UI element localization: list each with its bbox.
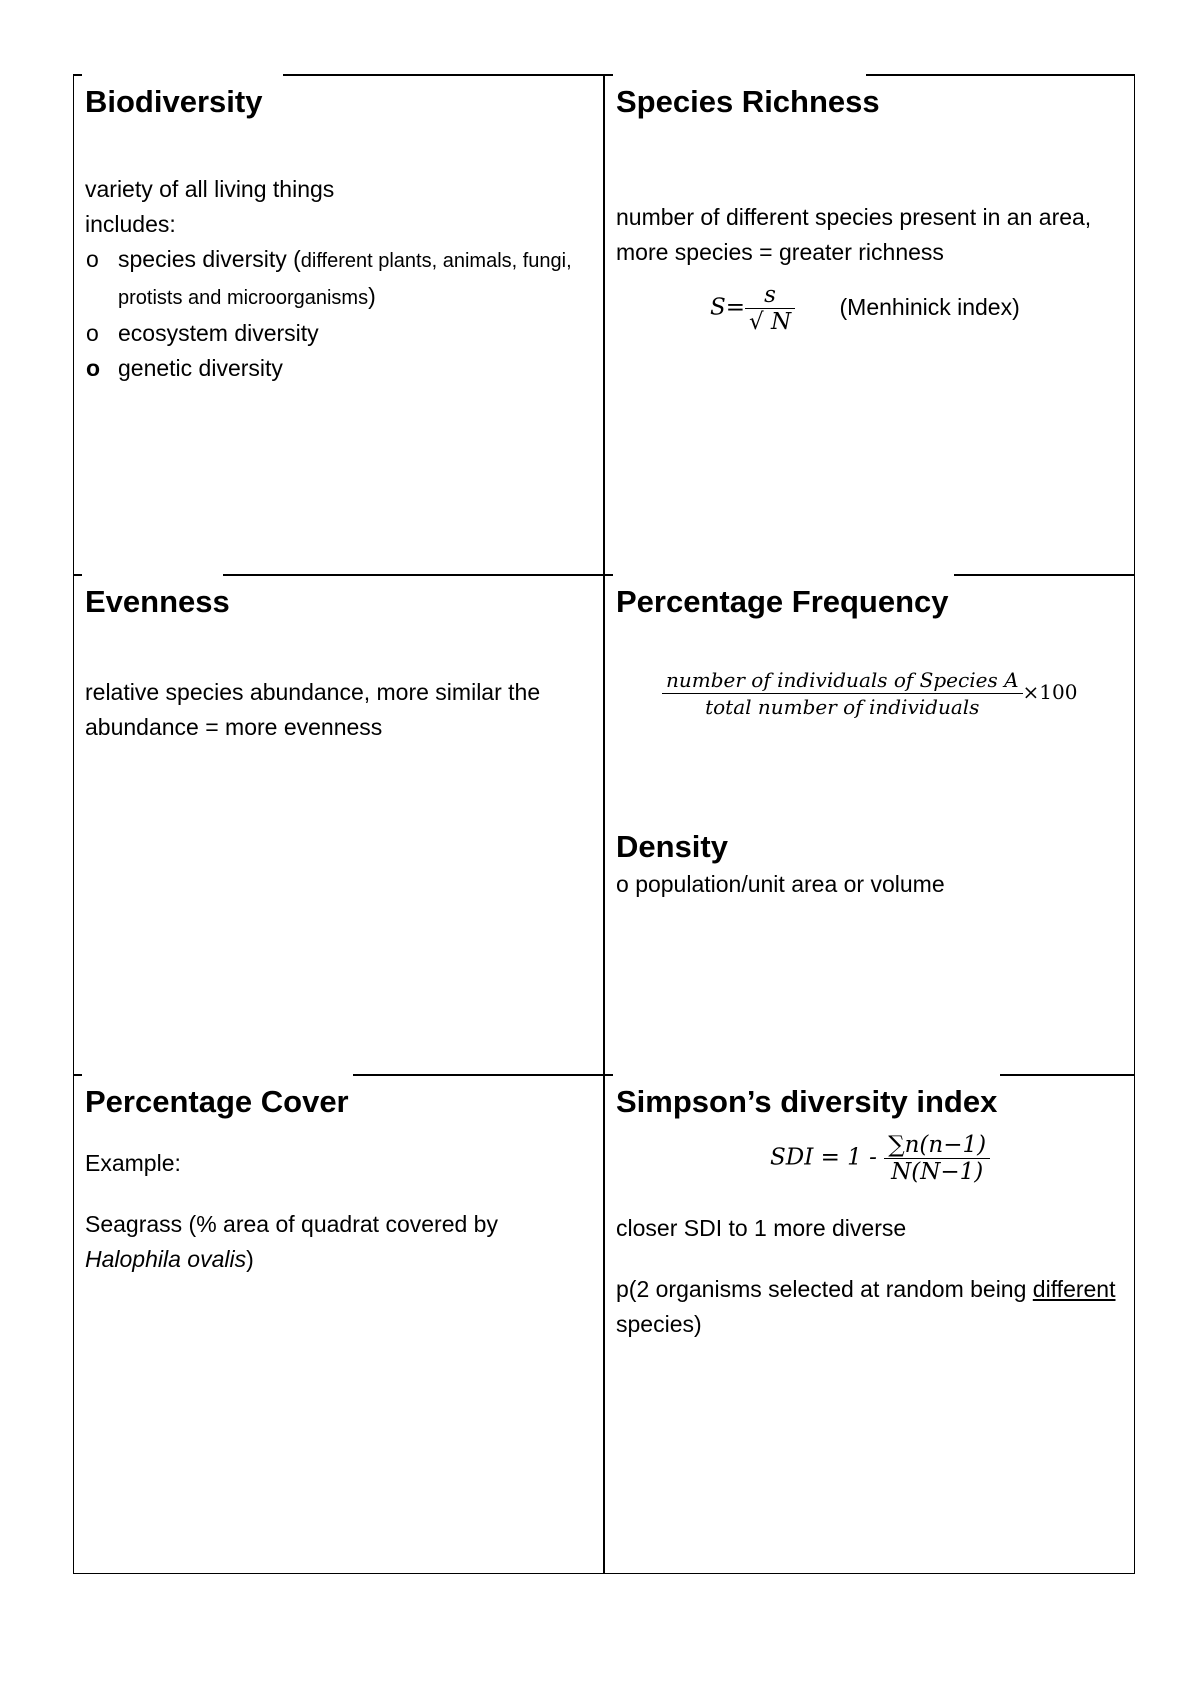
card-top-border	[954, 574, 1134, 576]
list-item: o species diversity (different plants, animals, fungi, protists and microorganisms)	[85, 242, 591, 316]
card-species-richness	[604, 74, 1135, 574]
card-percentage-cover	[73, 1074, 604, 1574]
list-item: o genetic diversity	[85, 351, 591, 386]
card-top-border	[353, 1074, 603, 1076]
card-title: Species Richness	[616, 84, 880, 119]
sdi-note: closer SDI to 1 more diverse	[616, 1215, 907, 1241]
card-evenness	[73, 574, 604, 1074]
card-title: Simpson’s diversity index	[616, 1084, 998, 1119]
card-top-border	[283, 74, 603, 76]
definition-text: number of different species present in an area, more species = greater richness	[616, 204, 1092, 265]
card-top-border	[223, 574, 603, 576]
density-item: o population/unit area or volume	[616, 871, 945, 897]
frequency-formula: $\frac{\text{number of individuals of Species A}}{\text{total number of individuals}}$ ×100	[616, 667, 1122, 720]
card-title: Evenness	[85, 584, 230, 619]
card-biodiversity	[73, 74, 604, 574]
definition-text: variety of all living things	[85, 176, 335, 202]
flashcard-grid	[73, 74, 1135, 1574]
card-body	[85, 172, 591, 386]
bullet-marker: o	[86, 246, 99, 272]
includes-label: includes:	[85, 211, 176, 237]
card-title: Percentage Frequency	[616, 584, 949, 619]
card-top-border	[866, 74, 1134, 76]
card-title: Biodiversity	[85, 84, 263, 119]
card-percentage-frequency	[604, 574, 1135, 1074]
bullet-marker: o	[616, 871, 629, 897]
definition-text: relative species abundance, more similar the abundance = more evenness	[85, 679, 541, 740]
sdi-probability: p(2 organisms selected at random being different species)	[616, 1276, 1116, 1337]
card-simpsons-index	[604, 1074, 1135, 1574]
example-text: Seagrass (% area of quadrat covered by Halophila ovalis)	[85, 1211, 498, 1272]
bullet-marker: o	[86, 320, 99, 346]
formula-label: (Menhinick index)	[839, 293, 1020, 320]
sdi-formula: SDI = 1 - $\frac{\sum n(n-1)}{N(N-1)}$	[616, 1132, 1122, 1185]
menhinick-formula: S= $\frac{s}{√ N}$ (Menhinick index)	[710, 282, 1020, 335]
list-item: o ecosystem diversity	[85, 316, 591, 351]
example-label: Example:	[85, 1150, 181, 1176]
card-top-border	[1000, 1074, 1134, 1076]
bullet-marker: o	[86, 355, 101, 381]
density-title: Density	[616, 829, 728, 864]
card-title: Percentage Cover	[85, 1084, 349, 1119]
